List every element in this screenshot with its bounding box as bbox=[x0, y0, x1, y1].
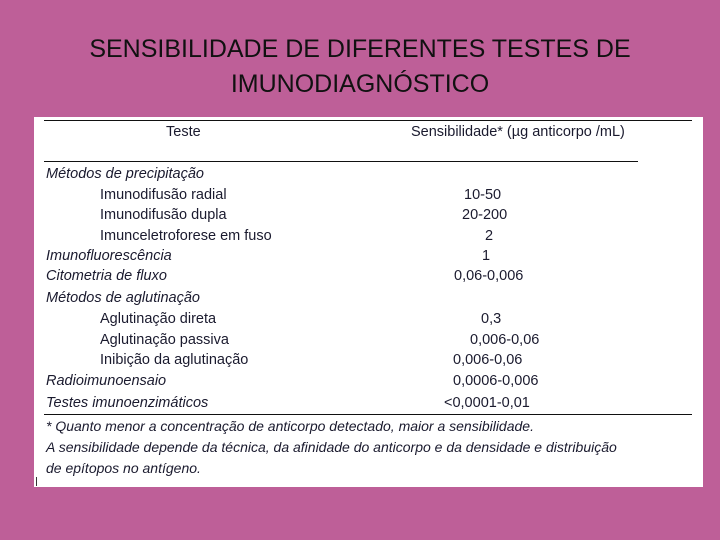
row-value: 0,3 bbox=[481, 311, 502, 327]
slide-title bbox=[0, 32, 720, 102]
row-label: Imunceletroforese em fuso bbox=[100, 228, 272, 244]
row-value: 0,0006-0,006 bbox=[453, 373, 539, 389]
footnote-line: A sensibilidade depende da técnica, da afinidade do anticorpo e da densidade e distribuição bbox=[46, 439, 617, 455]
sensitivity-table bbox=[34, 117, 703, 487]
row-label: Métodos de precipitação bbox=[46, 166, 204, 182]
row-value: 0,006-0,06 bbox=[470, 332, 540, 348]
row-label: Radioimunoensaio bbox=[46, 373, 167, 389]
header-test: Teste bbox=[166, 124, 201, 140]
title-line-2: IMUNODIAGNÓSTICO bbox=[230, 70, 490, 98]
row-label: Aglutinação passiva bbox=[100, 332, 229, 348]
row-value: 10-50 bbox=[464, 187, 502, 203]
row-label: Métodos de aglutinação bbox=[46, 290, 200, 306]
margin-tick bbox=[36, 477, 37, 486]
row-value: 0,006-0,06 bbox=[453, 352, 523, 368]
row-label: Imunodifusão dupla bbox=[100, 207, 227, 223]
top-rule bbox=[44, 120, 692, 121]
row-value: 2 bbox=[485, 228, 494, 244]
footnote-line: * Quanto menor a concentração de anticorpo detectado, maior a sensibilidade. bbox=[46, 418, 534, 434]
row-label: Citometria de fluxo bbox=[46, 268, 167, 284]
row-label: Imunofluorescência bbox=[46, 248, 172, 264]
row-label: Imunodifusão radial bbox=[100, 187, 227, 203]
row-label: Aglutinação direta bbox=[100, 311, 217, 327]
footnote-line: de epítopos no antígeno. bbox=[46, 460, 201, 476]
row-label: Inibição da aglutinação bbox=[100, 352, 249, 368]
row-value: 0,06-0,006 bbox=[454, 268, 524, 284]
footnote-rule bbox=[44, 414, 692, 415]
row-label: Testes imunoenzimáticos bbox=[46, 395, 209, 411]
header-rule bbox=[44, 161, 638, 162]
row-value: <0,0001-0,01 bbox=[444, 395, 530, 411]
header-sensitivity: Sensibilidade* (µg anticorpo /mL) bbox=[411, 124, 625, 140]
row-value: 1 bbox=[482, 248, 491, 264]
title-line-1: SENSIBILIDADE DE DIFERENTES TESTES DE bbox=[89, 35, 631, 63]
row-value: 20-200 bbox=[462, 207, 508, 223]
